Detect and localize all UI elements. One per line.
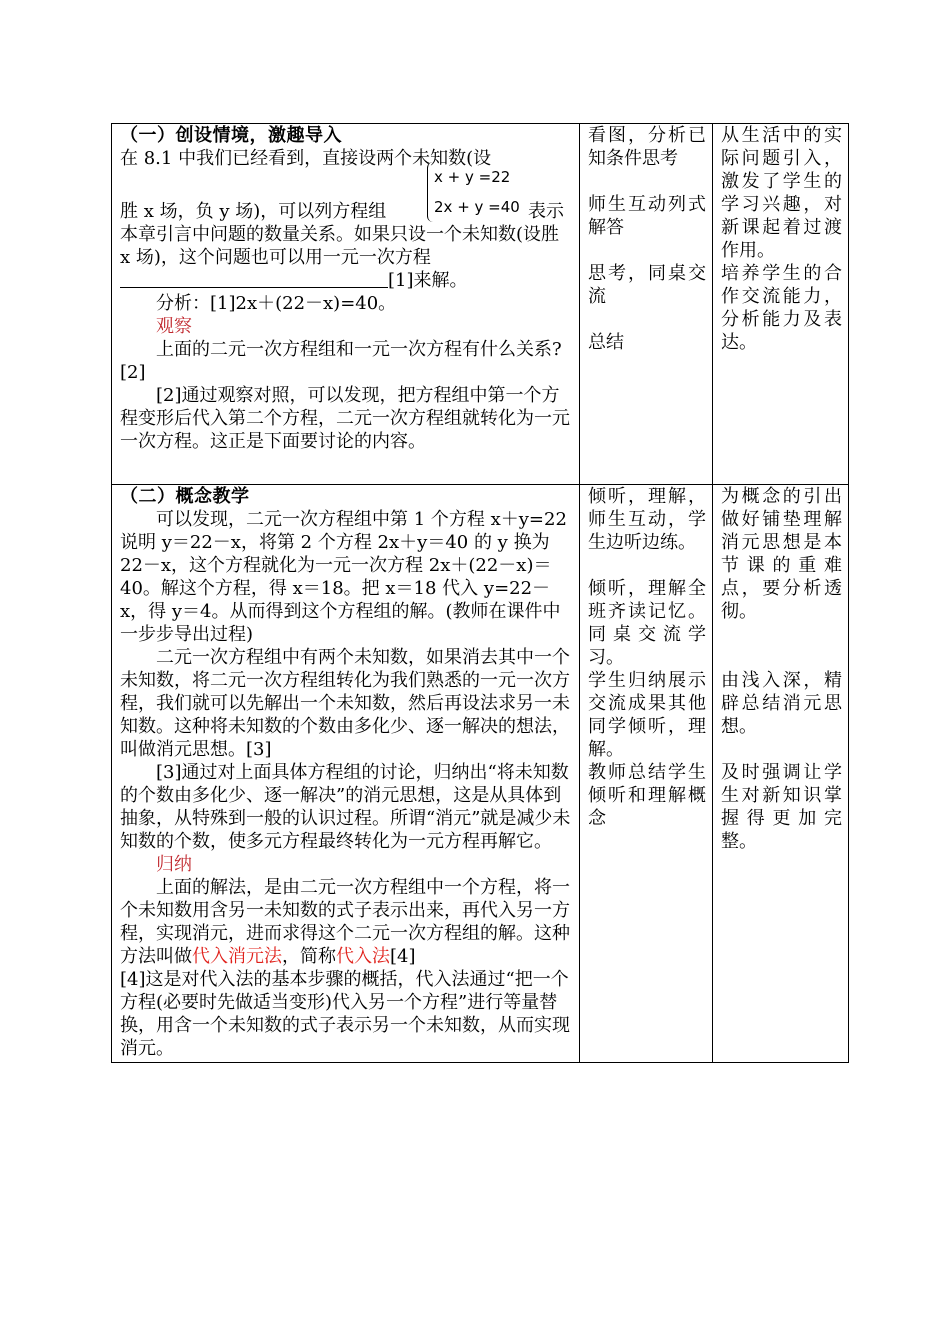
table-row [112,485,849,1063]
student-activity: 倾听，理解全班齐读记忆。同桌交流学习。 [588,578,706,668]
text: 上面的解法，是由二元一次方程组中一个方程，将一个未知数用含另一未知数的式子表示出来，再代入另一方程，实现消元，进而求得这个二元一次方程组的解。这种方法叫做 [120,877,570,967]
paragraph: [3]通过对上面具体方程组的讨论，归纳出“将未知数的个数由多化少、逐一解决”的消元思想，这是从具体到抽象，从特殊到一般的认识过程。所谓“消元”就是减少未知数的个数，使多元方程最终转化为一元方程再解它。 [120,762,571,852]
paragraph: 二元一次方程组中有两个未知数，如果消去其中一个未知数，将二元一次方程组转化为我们熟悉的一元一次方程，我们就可以先解出一个未知数，然后再设法求另一未知数。这种将未知数的个数由多化少、逐一解决的想法，叫做消元思想。[3] [120,647,570,760]
student-activity: 师生互动列式解答 [588,194,706,238]
paragraph [120,876,573,968]
observe-heading: 观察 [156,316,192,337]
paragraph: [4]这是对代入法的基本步骤的概括，代入法通过“把一个方程(必要时先做适当变形)代入另一个方程”进行等量替换，用含一个未知数的式子表示另一个未知数，从而实现消元。 [120,969,570,1059]
student-activity: 教师总结学生倾听和理解概念 [588,762,706,829]
term-highlight: 代入消元法 [192,946,282,967]
student-activity: 看图，分析已知条件思考 [588,125,706,169]
student-activity: 总结 [588,332,624,353]
text: ，简称 [282,946,336,967]
content-cell [112,124,580,485]
paragraph: [2]通过观察对照，可以发现，把方程组中第一个方程变形后代入第二个方程，二元一次方程组就转化为一元一次方程。这正是下面要讨论的内容。 [120,385,570,452]
text: 胜 x 场，负 y 场)，可以列方程组 [120,201,387,222]
student-activity-cell [580,485,713,1063]
text: 在 8.1 中我们已经看到，直接设两个未知数(设 [120,148,492,169]
section-title: （二）概念教学 [120,486,250,507]
text: 表示本章引言中问题的数量关系。如果只设一个未知数(设胜 x 场)，这个问题也可以用一元一次方程 [120,201,564,268]
content-cell [112,485,580,1063]
design-intent: 培养学生的合作交流能力，分析能力及表达。 [721,263,842,353]
text: [1]来解。 [388,270,468,291]
design-intent-cell [713,124,849,485]
section-title: （一）创设情境，激趣导入 [120,125,342,146]
student-activity: 学生归纳展示交流成果其他同学倾听，理解。 [588,670,706,760]
paragraph [120,170,573,222]
equation-system [427,162,520,222]
paragraph: 可以发现，二元一次方程组中第 1 个方程 x＋y=22 说明 y＝22－x，将第 2 个方程 2x＋y＝40 的 y 换为 22－x，这个方程就化为一元一次方程 2x＋(22－x)＝40。解这个方程，得 x＝18。把 x＝18 代入 y=22－x，得 y＝4。从而得到这个方程组的解。(教师在课件中一步步导出过程) [120,509,567,645]
answer-blank [120,269,388,288]
induce-heading: 归纳 [156,854,192,875]
term-highlight: 代入法 [336,946,390,967]
equation: x + y =22 [434,168,511,186]
student-activity-cell [580,124,713,485]
student-activity: 思考，同桌交流 [588,263,706,307]
design-intent: 为概念的引出做好铺垫理解消元思想是本节课的重难点，要分析透彻。 [721,486,842,622]
design-intent: 由浅入深，精辟总结消元思想。 [721,670,842,737]
design-intent: 从生活中的实际问题引入，激发了学生的学习兴趣，对新课起着过渡作用。 [721,125,842,261]
text: [4] [390,946,416,967]
design-intent-cell [713,485,849,1063]
table-row [112,124,849,485]
student-activity: 倾听，理解，师生互动，学生边听边练。 [588,486,706,553]
lesson-plan-table [111,123,849,1063]
paragraph: 分析：[1]2x＋(22－x)=40。 [156,293,397,314]
paragraph: 上面的二元一次方程组和一元一次方程有什么关系?[2] [120,339,562,383]
design-intent: 及时强调让学生对新知识掌握得更加完整。 [721,762,842,852]
equation: 2x + y =40 [434,198,520,216]
